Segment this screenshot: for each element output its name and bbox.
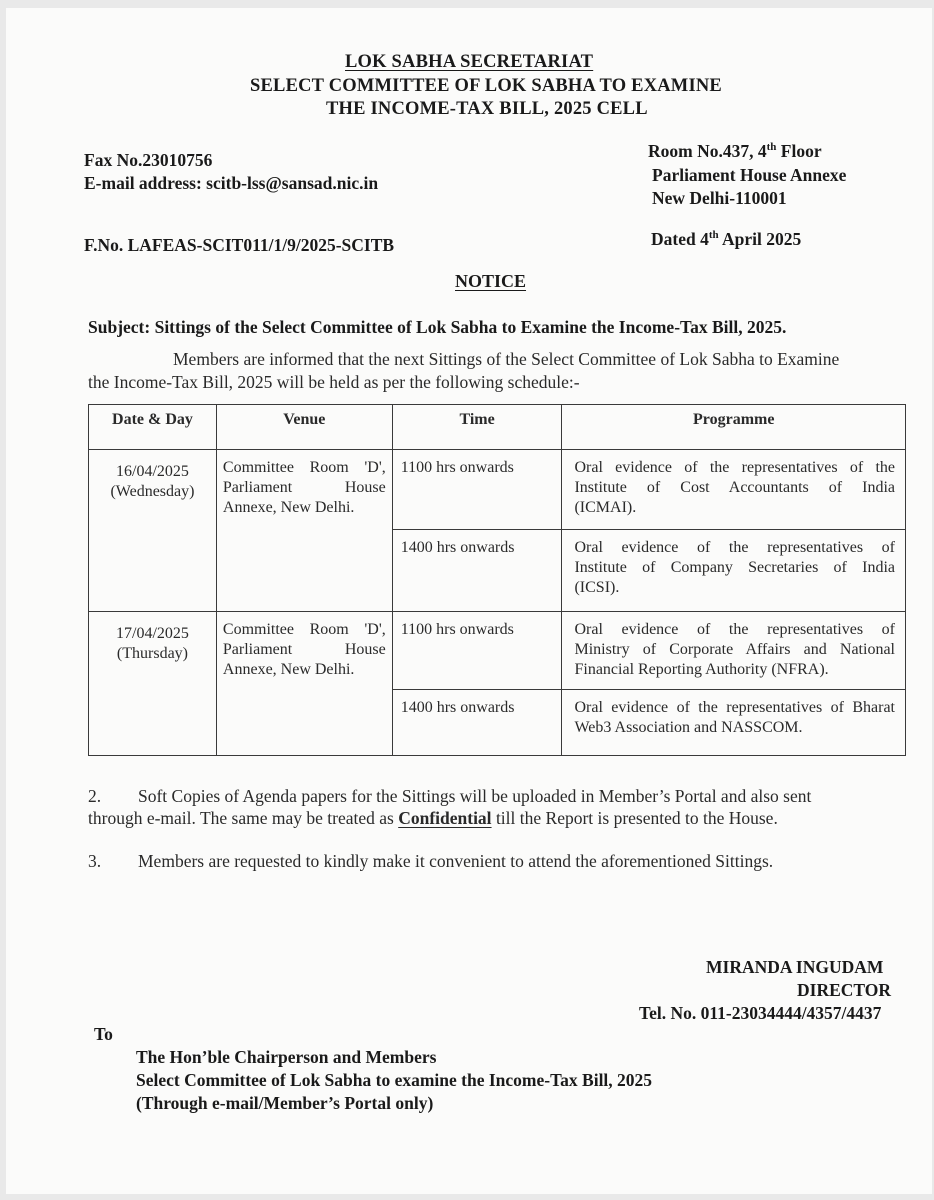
building-name: Parliament House Annexe (652, 165, 847, 185)
para2-line-2 (88, 808, 778, 829)
venue-line: Parliament House (222, 479, 386, 496)
date-line: Dated 4th April 2025 (651, 229, 802, 249)
signatory-name: MIRANDA INGUDAM (706, 957, 884, 977)
notice-title: NOTICE (455, 271, 527, 291)
programme-line: Financial Reporting Authority (NFRA). (574, 661, 829, 678)
venue-line: Parliament House (222, 641, 386, 658)
addressee-line-3: (Through e-mail/Member’s Portal only) (136, 1093, 434, 1113)
subject-line: Subject: Sittings of the Select Committee of Lok Sabha to Examine the Income-Tax Bill, 2025. (88, 317, 787, 337)
programme-line: Oral evidence of the representatives of (574, 621, 895, 638)
date-cell (89, 612, 217, 756)
column-header: Programme (562, 405, 906, 450)
fax-number: Fax No.23010756 (84, 150, 213, 170)
venue-line: Committee Room 'D', (222, 621, 386, 638)
date-value: 16/04/2025 (116, 463, 189, 480)
signatory-telephone: Tel. No. 011-23034444/4357/4437 (639, 1003, 882, 1023)
signatory-designation: DIRECTOR (797, 980, 892, 1000)
header-line-2: SELECT COMMITTEE OF LOK SABHA TO EXAMINE (250, 76, 722, 96)
table-header-row (89, 405, 906, 450)
programme-line: Web3 Association and NASSCOM. (574, 719, 803, 736)
programme-line: Institute of Cost Accountants of India (574, 479, 895, 496)
room-number: Room No.437, 4th Floor (648, 141, 822, 161)
para3-number: 3. (88, 851, 102, 871)
schedule-table (88, 404, 906, 756)
programme-line: (ICSI). (574, 579, 620, 596)
programme-line: Oral evidence of the representatives of the (574, 459, 895, 476)
venue-line: Annexe, New Delhi. (222, 499, 355, 516)
venue-line: Annexe, New Delhi. (222, 661, 355, 678)
table-row (89, 612, 906, 690)
para2-text: through e-mail. The same may be treated as (88, 808, 399, 828)
to-label: To (94, 1024, 113, 1044)
programme-line: (ICMAI). (574, 499, 637, 516)
time-cell: 1400 hrs onwards (392, 530, 562, 612)
document-page (6, 8, 932, 1194)
intro-line-1: Members are informed that the next Sittings of the Select Committee of Lok Sabha to Examine (173, 349, 840, 369)
day-value: (Wednesday) (110, 483, 195, 500)
programme-cell (562, 612, 906, 690)
city-pincode: New Delhi-110001 (652, 188, 787, 208)
header-line-3: THE INCOME-TAX BILL, 2025 CELL (326, 99, 648, 119)
intro-line-2: the Income-Tax Bill, 2025 will be held as per the following schedule:- (88, 372, 580, 392)
file-number: F.No. LAFEAS-SCIT011/1/9/2025-SCITB (84, 235, 395, 255)
programme-cell (562, 530, 906, 612)
table-row (89, 450, 906, 530)
confidential-emphasis: Confidential (398, 808, 492, 828)
date-cell (89, 450, 217, 612)
column-header: Date & Day (89, 405, 217, 450)
time-cell: 1400 hrs onwards (392, 690, 562, 756)
time-cell: 1100 hrs onwards (392, 450, 562, 530)
programme-line: Ministry of Corporate Affairs and National (574, 641, 895, 658)
day-value: (Thursday) (116, 645, 188, 662)
para2-text: till the Report is presented to the House. (491, 808, 778, 828)
email-address: E-mail address: scitb-lss@sansad.nic.in (84, 173, 379, 193)
venue-line: Committee Room 'D', (222, 459, 386, 476)
date-value: 17/04/2025 (116, 625, 189, 642)
para2-line-1: Soft Copies of Agenda papers for the Sittings will be uploaded in Member’s Portal and also sent (138, 786, 812, 806)
column-header: Time (392, 405, 562, 450)
programme-line: Oral evidence of the representatives of Bharat (574, 699, 895, 716)
header-line-1: LOK SABHA SECRETARIAT (345, 52, 594, 72)
time-cell: 1100 hrs onwards (392, 612, 562, 690)
para3-text: Members are requested to kindly make it convenient to attend the aforementioned Sittings. (138, 851, 774, 871)
para2-number: 2. (88, 786, 102, 806)
programme-cell (562, 690, 906, 756)
addressee-line-2: Select Committee of Lok Sabha to examine the Income-Tax Bill, 2025 (136, 1070, 653, 1090)
column-header: Venue (216, 405, 392, 450)
programme-line: Oral evidence of the representatives of (574, 539, 895, 556)
addressee-line-1: The Hon’ble Chairperson and Members (136, 1047, 437, 1067)
programme-line: Institute of Company Secretaries of India (574, 559, 895, 576)
venue-cell (216, 450, 392, 612)
programme-cell (562, 450, 906, 530)
venue-cell (216, 612, 392, 756)
